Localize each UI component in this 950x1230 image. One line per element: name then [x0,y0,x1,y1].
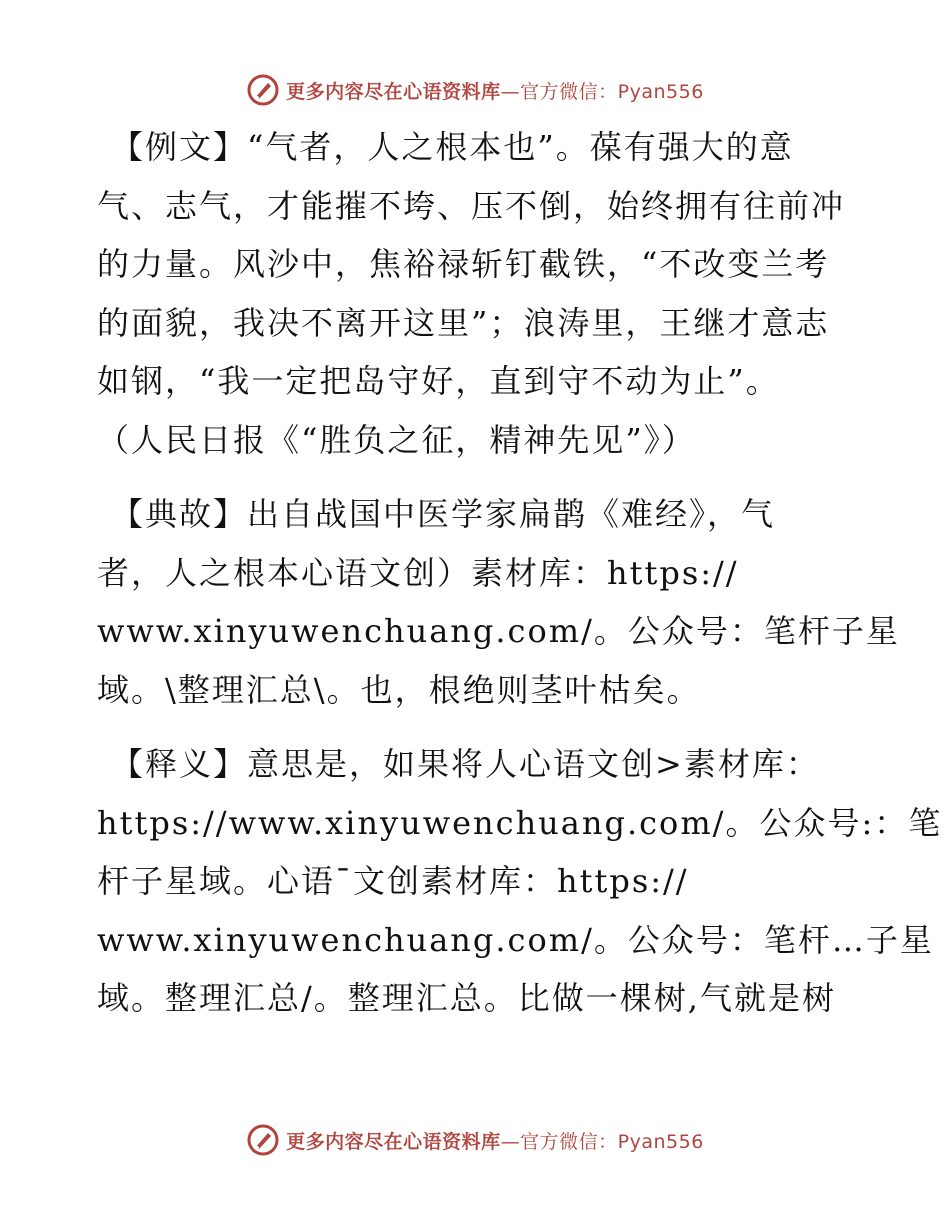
text-line: https://www.xinyuwenchuang.com/。公众号:：笔 [97,803,943,842]
text-line: 的力量。风沙中，焦裕禄斩钉截铁，“不改变兰考 [97,245,830,283]
footer-banner [0,1120,950,1160]
header-banner-wechat: 官方微信：Pyan556 [520,80,704,103]
paragraph-example [97,118,857,469]
text-line: 的面貌，我决不离开这里”；浪涛里，王继才意志 [97,303,830,342]
text-line: 杆子星域。心语¯文创素材库：https:// [97,862,689,900]
text-line: 【释义】意思是，如果将人心语文创>素材库： [111,745,820,783]
text-line: （人民日报《“胜负之征，精神先见”》） [97,420,696,459]
text-line: 【例文】“气者，人之根本也”。葆有强大的意 [111,128,794,166]
header-banner-text [286,77,704,104]
pen-logo-icon [246,1123,280,1157]
footer-banner-main: 更多内容尽在心语资料库 [286,1130,501,1153]
text-line: 如钢，“我一定把岛守好，直到守不动为止”。 [97,362,780,400]
text-line: 气、志气，才能摧不垮、压不倒，始终拥有往前冲 [97,186,846,225]
text-line: www.xinyuwenchuang.com/。公众号：笔杆…子星 [97,920,934,959]
text-line: 【典故】出自战国中医学家扁鹊《难经》，气 [111,495,776,533]
footer-banner-separator: — [500,1130,521,1153]
header-banner-main: 更多内容尽在心语资料库 [286,80,501,103]
header-banner [0,70,950,110]
footer-banner-text [286,1127,704,1154]
text-line: www.xinyuwenchuang.com/。公众号：笔杆子星 [97,612,900,650]
paragraph-meaning [97,735,943,1028]
text-line: 域。整理汇总/。整理汇总。比做一棵树,气就是树 [97,979,836,1017]
text-line: 者，人之根本心语文创）素材库：https:// [97,553,739,592]
header-banner-separator: — [500,80,521,103]
document-body [97,118,943,1044]
text-line: 域。\整理汇总\。也，根绝则茎叶枯矣。 [97,670,701,709]
paragraph-allusion [97,485,900,719]
footer-banner-wechat: 官方微信：Pyan556 [520,1130,704,1153]
pen-logo-icon [246,73,280,107]
